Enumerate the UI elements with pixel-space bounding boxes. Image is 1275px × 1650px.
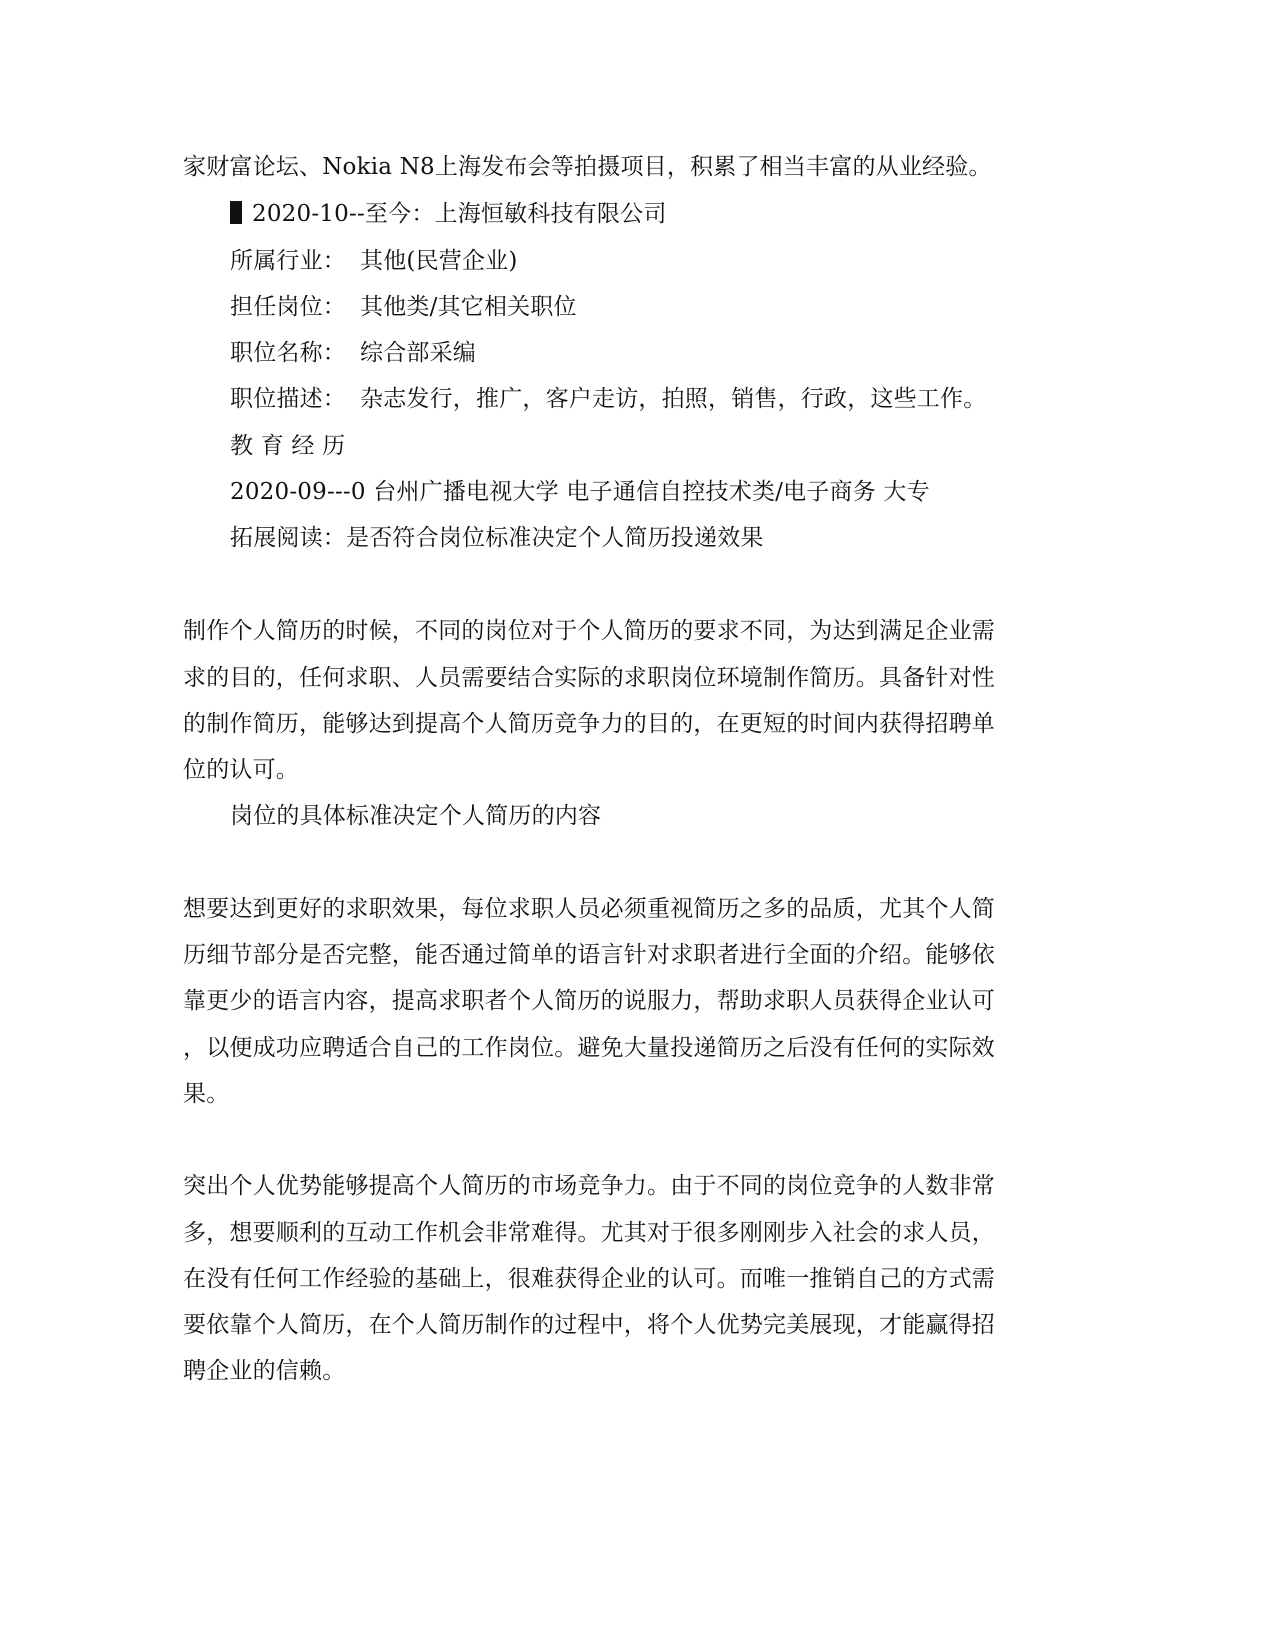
- paragraph1-line: 制作个人简历的时候，不同的岗位对于个人简历的要求不同，为达到满足企业需: [183, 618, 995, 644]
- paragraph1-line: 的制作简历，能够达到提高个人简历竞争力的目的，在更短的时间内获得招聘单: [183, 711, 995, 737]
- education-heading: 教 育 经 历: [230, 433, 346, 459]
- paragraph1-line: 求的目的，任何求职、人员需要结合实际的求职岗位环境制作简历。具备针对性: [183, 665, 995, 691]
- paragraph2-line: ，以便成功应聘适合自己的工作岗位。避免大量投递简历之后没有任何的实际效: [183, 1035, 995, 1061]
- paragraph3-line: 在没有任何工作经验的基础上，很难获得企业的认可。而唯一推销自己的方式需: [183, 1266, 995, 1292]
- job-description-label: 职位描述：: [230, 386, 346, 412]
- subheading: 岗位的具体标准决定个人简历的内容: [230, 803, 602, 829]
- education-entry: 2020-09---0 台州广播电视大学 电子通信自控技术类/电子商务 大专: [230, 479, 930, 505]
- job-description-value: 杂志发行，推广，客户走访，拍照，销售，行政，这些工作。: [360, 386, 987, 412]
- bullet-marker-icon: [230, 201, 242, 224]
- intro-line: 家财富论坛、Nokia N8上海发布会等拍摄项目，积累了相当丰富的从业经验。: [183, 154, 992, 180]
- job-title-row: [230, 338, 1130, 368]
- job-industry-value: 其他(民营企业): [360, 248, 518, 274]
- paragraph3-line: 突出个人优势能够提高个人简历的市场竞争力。由于不同的岗位竞争的人数非常: [183, 1173, 995, 1199]
- paragraph2-line: 历细节部分是否完整，能否通过简单的语言针对求职者进行全面的介绍。能够依: [183, 942, 995, 968]
- paragraph1-line: 位的认可。: [183, 757, 299, 783]
- paragraph3-line: 多，想要顺利的互动工作机会非常难得。尤其对于很多刚刚步入社会的求人员，: [183, 1220, 995, 1246]
- job-position-label: 担任岗位：: [230, 294, 346, 320]
- extended-reading-title: 拓展阅读：是否符合岗位标准决定个人简历投递效果: [230, 525, 764, 551]
- job-position-value: 其他类/其它相关职位: [360, 294, 577, 320]
- job-position-row: [230, 292, 1130, 322]
- paragraph2-line: 想要达到更好的求职效果，每位求职人员必须重视简历之多的品质，尤其个人简: [183, 896, 995, 922]
- job-period-company-text: 2020-10--至今：上海恒敏科技有限公司: [252, 201, 667, 227]
- paragraph2-line: 果。: [183, 1081, 230, 1107]
- job-title-value: 综合部采编: [360, 340, 476, 366]
- job-description-row: [230, 384, 1130, 414]
- job-title-label: 职位名称：: [230, 340, 346, 366]
- job-period-company: [230, 199, 1130, 229]
- paragraph3-line: 要依靠个人简历，在个人简历制作的过程中，将个人优势完美展现，才能赢得招: [183, 1312, 995, 1338]
- paragraph2-line: 靠更少的语言内容，提高求职者个人简历的说服力，帮助求职人员获得企业认可: [183, 988, 995, 1014]
- job-industry-row: [230, 246, 1130, 276]
- job-industry-label: 所属行业：: [230, 248, 346, 274]
- paragraph3-line: 聘企业的信赖。: [183, 1358, 346, 1384]
